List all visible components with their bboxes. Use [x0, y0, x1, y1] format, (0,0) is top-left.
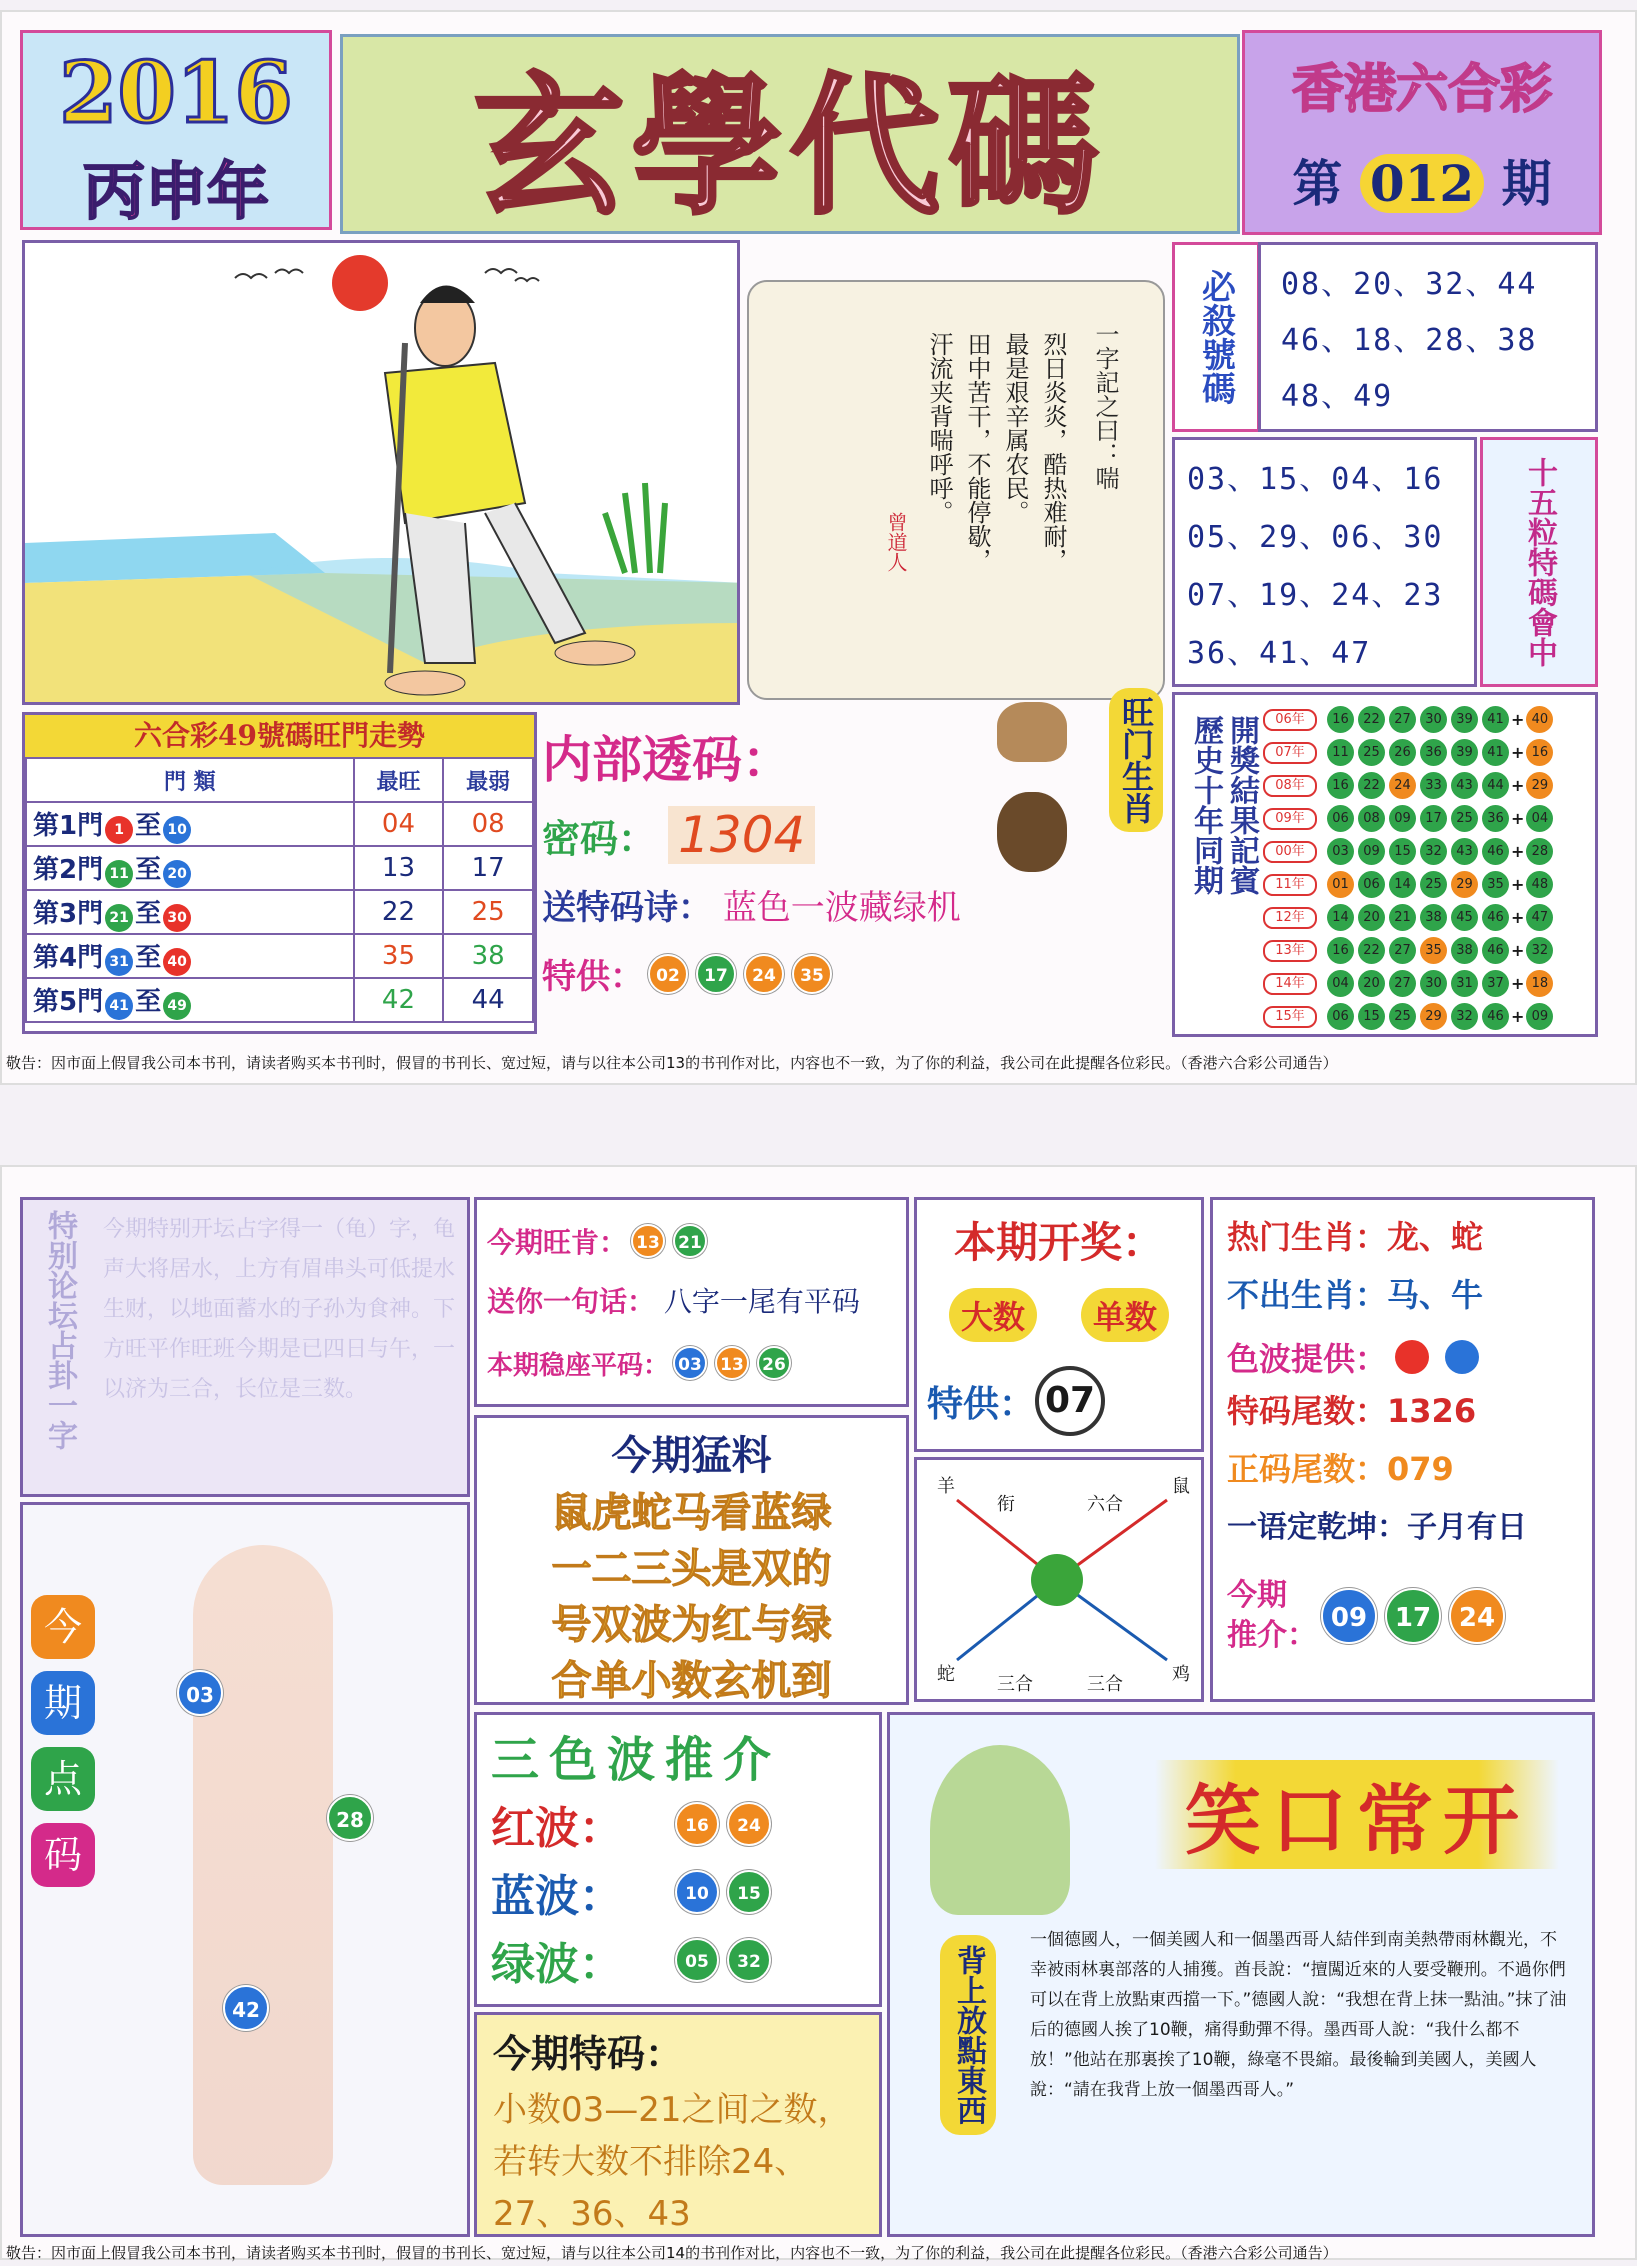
history-ball: 30 — [1420, 970, 1447, 997]
history-ball: 45 — [1451, 904, 1478, 931]
sha-numbers-box — [1258, 242, 1598, 432]
issue-line — [1245, 144, 1599, 216]
history-row: 06年 16 22 27 30 39 41 + 40 — [1263, 703, 1555, 736]
history-year: 14年 — [1263, 973, 1317, 995]
issue-prefix: 第 — [1292, 154, 1343, 213]
history-special-ball: 28 — [1526, 838, 1553, 865]
right-info-box — [1210, 1197, 1595, 1702]
wang-label: 今期旺肯： — [487, 1226, 628, 1259]
history-ball: 33 — [1420, 772, 1447, 799]
history-box — [1172, 692, 1598, 1037]
gate-from-ball: 31 — [105, 948, 133, 976]
history-ball: 46 — [1482, 1003, 1509, 1030]
gate-label — [26, 978, 354, 1022]
history-special-ball: 40 — [1526, 706, 1553, 733]
history-ball: 16 — [1327, 706, 1354, 733]
poem-scroll — [747, 280, 1165, 700]
gate-label — [26, 846, 354, 890]
gate-best: 04 — [354, 802, 444, 846]
color-label: 色波提供： — [1227, 1340, 1388, 1378]
history-year: 06年 — [1263, 709, 1317, 731]
joke-mascot-icon — [930, 1745, 1070, 1915]
history-ball: 25 — [1451, 805, 1478, 832]
recommend-line — [1227, 1576, 1578, 1656]
poem-line-2: 最是艰辛属农民。 — [1001, 332, 1029, 524]
history-ball: 15 — [1358, 1003, 1385, 1030]
joke-side: 背上放點東西 — [940, 1935, 996, 2135]
gate-from-ball: 21 — [105, 904, 133, 932]
three-title: 三色波推介 — [491, 1732, 782, 1788]
fifteen-label-box — [1480, 437, 1598, 687]
pingma-line — [487, 1334, 896, 1392]
history-ball: 38 — [1420, 904, 1447, 931]
history-row: 00年 03 09 15 32 43 46 + 28 — [1263, 835, 1555, 868]
tema-box — [474, 2012, 882, 2237]
gate-to-ball: 30 — [163, 904, 191, 932]
gate-to-word: 至 — [135, 942, 162, 973]
tema-title: 今期特码： — [493, 2031, 684, 2076]
history-special-ball: 18 — [1526, 970, 1553, 997]
diagram-label: 六合 — [1087, 1494, 1123, 1515]
bottom-notice: 敬告：因市面上假冒我公司本书刊，请读者购买本书刊时，假冒的书刊长、宽过短，请与以往本公司14的书刊作对比，内容也不一致，为了你的利益，我公司在此提醒各位彩民。（香港六合彩公司通告） — [6, 2244, 1338, 2262]
history-special-ball: 04 — [1526, 805, 1553, 832]
dian-char: 点 — [31, 1747, 95, 1811]
hot-label: 热门生肖： — [1227, 1218, 1388, 1256]
history-ball: 25 — [1358, 739, 1385, 766]
sha-label-box — [1172, 242, 1260, 432]
zodiac-diagram-svg — [917, 1460, 1201, 1699]
history-ball: 17 — [1420, 805, 1447, 832]
recommend-ball: 17 — [1385, 1588, 1441, 1644]
recommend-ball: 24 — [1449, 1588, 1505, 1644]
history-ball: 09 — [1389, 805, 1416, 832]
gate-name: 第4門 — [33, 942, 104, 973]
history-ball: 25 — [1420, 871, 1447, 898]
top-page — [0, 10, 1637, 1085]
history-year: 15年 — [1263, 1006, 1317, 1028]
gate-label — [26, 890, 354, 934]
wang-ball: 21 — [673, 1224, 707, 1258]
gates-header-row — [26, 758, 533, 802]
history-ball: 31 — [1451, 970, 1478, 997]
bottom-page — [0, 1165, 1637, 2260]
hot-value: 龙、蛇 — [1387, 1218, 1484, 1256]
history-ball: 11 — [1327, 739, 1354, 766]
zheng-label: 正码尾数： — [1227, 1450, 1388, 1488]
gate-to-word: 至 — [135, 854, 162, 885]
gates-title: 六合彩49號碼旺門走勢 — [25, 715, 534, 757]
year-cn-text: 丙申年 — [82, 155, 269, 228]
meng-line-3: 号双波为红与绿 — [551, 1601, 832, 1648]
history-ball: 01 — [1327, 871, 1354, 898]
table-row — [26, 934, 533, 978]
table-row — [26, 802, 533, 846]
gate-to-ball: 49 — [163, 992, 191, 1020]
goat-icon — [997, 702, 1067, 762]
recommend-label-2: 推介： — [1227, 1618, 1317, 1653]
green-wave-ball: 32 — [727, 1938, 771, 1982]
fifteen-line-2: 05、29、06、30 — [1187, 520, 1444, 555]
sha-line-3: 48、49 — [1281, 379, 1394, 414]
history-row: 13年 16 22 27 35 38 46 + 32 — [1263, 934, 1555, 967]
farmer-illustration — [22, 240, 740, 705]
history-ball: 24 — [1389, 772, 1416, 799]
history-year: 09年 — [1263, 808, 1317, 830]
history-ball: 22 — [1358, 937, 1385, 964]
zheng-line — [1227, 1444, 1578, 1502]
gate-from-ball: 1 — [105, 816, 133, 844]
saying-box — [474, 1197, 909, 1407]
fifteen-line-3: 07、19、24、23 — [1187, 578, 1444, 613]
history-year: 07年 — [1263, 742, 1317, 764]
year-text: 2016 — [59, 43, 293, 142]
recommend-ball: 09 — [1321, 1588, 1377, 1644]
brand-box — [1242, 30, 1602, 235]
special-line — [542, 949, 972, 998]
history-special-ball: 16 — [1526, 739, 1553, 766]
history-ball: 20 — [1358, 970, 1385, 997]
red-wave-ball: 24 — [727, 1802, 771, 1846]
hot-line — [1227, 1212, 1578, 1270]
history-ball: 27 — [1389, 937, 1416, 964]
gate-to-word: 至 — [135, 986, 162, 1017]
history-ball: 38 — [1451, 937, 1478, 964]
dian-char: 期 — [31, 1671, 95, 1735]
history-ball: 14 — [1389, 871, 1416, 898]
pingma-ball: 03 — [673, 1346, 707, 1380]
poem2-value: 蓝色一波藏绿机 — [722, 888, 961, 928]
diagram-label: 鸡 — [1172, 1664, 1190, 1685]
blue-wave-ball: 10 — [675, 1870, 719, 1914]
history-ball: 41 — [1482, 739, 1509, 766]
tail-line — [1227, 1386, 1578, 1444]
gate-worst: 38 — [443, 934, 533, 978]
top-notice: 敬告：因市面上假冒我公司本书刊，请读者购买本书刊时，假冒的书刊长、宽过短，请与以往本公司13的书刊作对比，内容也不一致，为了你的利益，我公司在此提醒各位彩民。（香港六合彩公司通告） — [6, 1054, 1338, 1072]
history-special-ball: 29 — [1526, 772, 1553, 799]
history-ball: 46 — [1482, 838, 1509, 865]
fifteen-line-4: 36、41、47 — [1187, 636, 1372, 671]
history-ball: 46 — [1482, 904, 1509, 931]
history-ball: 35 — [1420, 937, 1447, 964]
pingma-ball: 26 — [757, 1346, 791, 1380]
gate-to-ball: 40 — [163, 948, 191, 976]
history-ball: 32 — [1451, 1003, 1478, 1030]
history-year: 08年 — [1263, 775, 1317, 797]
model-ball: 28 — [327, 1795, 373, 1841]
gate-name: 第2門 — [33, 854, 104, 885]
gate-label — [26, 934, 354, 978]
draw-title: 本期开奖： — [953, 1218, 1164, 1267]
sha-label: 必殺號碼 — [1195, 269, 1236, 405]
draw-special-line — [927, 1366, 1191, 1436]
gate-to-word: 至 — [135, 810, 162, 841]
farmer-drawing — [25, 243, 740, 705]
tail-value: 1326 — [1387, 1392, 1477, 1430]
cold-value: 马、牛 — [1387, 1276, 1484, 1314]
green-wave-ball: 05 — [675, 1938, 719, 1982]
history-ball: 35 — [1482, 871, 1509, 898]
history-row: 11年 01 06 14 25 29 35 + 48 — [1263, 868, 1555, 901]
oneword-line — [1227, 1502, 1578, 1566]
history-ball: 20 — [1358, 904, 1385, 931]
diagram-label: 三合 — [1087, 1674, 1123, 1695]
special-forum-text: 今期特别开坛占字得一（龟）字，龟声大将居水，上方有眉串头可低提水生财，以地面蓄水的子孙为食神。下方旺平作旺班今期是已四日与午，一以济为三合，长位是三数。 — [103, 1217, 456, 1402]
cold-label: 不出生肖： — [1227, 1276, 1388, 1314]
history-special-ball: 32 — [1526, 937, 1553, 964]
wang-ball: 13 — [631, 1224, 665, 1258]
meng-line-4: 合单小数玄机到 — [551, 1657, 832, 1704]
diagram-label: 三合 — [997, 1674, 1033, 1695]
history-ball: 29 — [1451, 871, 1478, 898]
history-ball: 16 — [1327, 937, 1354, 964]
draw-special-label: 特供： — [927, 1383, 1036, 1425]
tema-text: 小数03—21之间之数，若转大数不排除24、27、36、43 — [493, 2090, 852, 2234]
draw-tag: 单数 — [1081, 1288, 1169, 1342]
monkey-icon — [997, 792, 1067, 872]
history-row: 09年 06 08 09 17 25 36 + 04 — [1263, 802, 1555, 835]
history-ball: 22 — [1358, 772, 1385, 799]
gate-from-ball: 11 — [105, 860, 133, 888]
zheng-value: 079 — [1387, 1450, 1454, 1488]
poem2-line — [542, 880, 972, 929]
oneword-label: 一语定乾坤： — [1227, 1510, 1407, 1545]
gate-label — [26, 802, 354, 846]
pingma-label: 本期稳座平码： — [487, 1350, 670, 1381]
gate-to-ball: 10 — [163, 816, 191, 844]
diagram-label: 蛇 — [937, 1664, 955, 1685]
history-special-ball: 47 — [1526, 904, 1553, 931]
history-ball: 27 — [1389, 970, 1416, 997]
model-figure — [193, 1545, 333, 2185]
poem-line-3: 田中苦干，不能停歇， — [963, 332, 991, 572]
code-label: 密码： — [542, 817, 657, 861]
history-ball: 06 — [1327, 1003, 1354, 1030]
wang-zodiac-box — [977, 682, 1167, 912]
history-ball: 29 — [1420, 1003, 1447, 1030]
history-ball: 43 — [1451, 838, 1478, 865]
joke-text: 一個德國人，一個美國人和一個墨西哥人結伴到南美熱帶雨林觀光，不幸被雨林裏部落的人捕獲。酋長說：“擅闖近來的人要受鞭刑。不過你們可以在背上放點東西擋一下。”德國人說：“我想在背上抹一點油。”抹了油后的德國人挨了10鞭，痛得動彈不得。墨西哥人說：“我什么都不放！”他站在那裏挨了10鞭，綠毫不畏縮。最後輪到美國人，美國人說：“請在我背上放一個墨西哥人。” — [1030, 1930, 1567, 2100]
blue-dot-icon — [1445, 1340, 1479, 1374]
model-ball: 42 — [223, 1985, 269, 2031]
special-ball: 35 — [792, 954, 832, 994]
gates-header-type: 門 類 — [26, 758, 354, 802]
cold-line — [1227, 1270, 1578, 1328]
history-year: 12年 — [1263, 907, 1317, 929]
special-ball: 17 — [696, 954, 736, 994]
history-special-ball: 48 — [1526, 871, 1553, 898]
history-row: 14年 04 20 27 30 31 37 + 18 — [1263, 967, 1555, 1000]
history-ball: 06 — [1358, 871, 1385, 898]
gate-name: 第3門 — [33, 898, 104, 929]
year-badge — [20, 30, 332, 230]
meng-title: 今期猛料 — [611, 1432, 772, 1479]
fifteen-line-1: 03、15、04、16 — [1187, 462, 1444, 497]
model-ball: 03 — [177, 1670, 223, 1716]
history-row: 15年 06 15 25 29 32 46 + 09 — [1263, 1000, 1555, 1033]
draw-tags — [927, 1288, 1191, 1342]
oneword-value: 子月有日 — [1407, 1510, 1527, 1545]
recommend-label-1: 今期 — [1227, 1578, 1287, 1613]
diagram-label: 衔 — [997, 1494, 1015, 1515]
history-row: 07年 11 25 26 36 39 41 + 16 — [1263, 736, 1555, 769]
green-wave-line — [491, 1926, 865, 1994]
gates-header-worst: 最弱 — [443, 758, 533, 802]
history-ball: 25 — [1389, 1003, 1416, 1030]
draw-box — [914, 1197, 1204, 1452]
poem2-label: 送特码诗： — [542, 888, 712, 928]
history-ball: 32 — [1420, 838, 1447, 865]
history-ball: 03 — [1327, 838, 1354, 865]
saying-value: 八字一尾有平码 — [663, 1285, 860, 1318]
inside-code-box — [542, 712, 972, 1034]
history-ball: 43 — [1451, 772, 1478, 799]
draw-tag: 大数 — [949, 1288, 1037, 1342]
wang-label: 旺门生肖 — [1109, 688, 1163, 832]
gate-best: 35 — [354, 934, 444, 978]
meng-box — [474, 1415, 909, 1705]
gate-name: 第5門 — [33, 986, 104, 1017]
poem-heading: 一字記之曰：喘 — [1091, 322, 1119, 490]
special-ball: 24 — [744, 954, 784, 994]
history-ball: 26 — [1389, 739, 1416, 766]
special-label: 特供： — [542, 957, 644, 997]
poem-stamp: 曾道人 — [884, 512, 908, 572]
gate-best: 13 — [354, 846, 444, 890]
brand-name: 香港六合彩 — [1291, 59, 1552, 120]
issue-suffix: 期 — [1501, 154, 1552, 213]
blue-wave-ball: 15 — [727, 1870, 771, 1914]
inside-title: 内部透码： — [542, 730, 792, 789]
joke-box — [887, 1712, 1595, 2237]
draw-special-ball: 07 — [1035, 1366, 1105, 1436]
gate-to-ball: 20 — [163, 860, 191, 888]
history-ball: 06 — [1327, 805, 1354, 832]
issue-number: 012 — [1360, 154, 1484, 213]
history-ball: 04 — [1327, 970, 1354, 997]
blue-wave-label: 蓝波： — [491, 1871, 623, 1922]
code-value: 1304 — [668, 806, 815, 864]
gate-worst: 44 — [443, 978, 533, 1022]
history-label: 歷史十年同期 — [1188, 715, 1223, 895]
saying-line — [487, 1270, 896, 1334]
history-ball: 16 — [1327, 772, 1354, 799]
joke-title: 笑口常开 — [1155, 1760, 1559, 1869]
gate-to-word: 至 — [135, 898, 162, 929]
history-year: 11年 — [1263, 874, 1317, 896]
gates-header-best: 最旺 — [354, 758, 444, 802]
dian-char: 今 — [31, 1595, 95, 1659]
dian-char: 码 — [31, 1823, 95, 1887]
history-ball: 39 — [1451, 706, 1478, 733]
gate-worst: 08 — [443, 802, 533, 846]
saying-label: 送你一句话： — [487, 1285, 656, 1318]
sha-line-2: 46、18、28、38 — [1281, 323, 1538, 358]
gate-from-ball: 41 — [105, 992, 133, 1020]
special-forum-box — [20, 1197, 470, 1497]
history-rows — [1263, 703, 1555, 1033]
wang-line — [487, 1212, 896, 1270]
gate-best: 42 — [354, 978, 444, 1022]
green-wave-label: 绿波： — [491, 1939, 623, 1990]
history-special-ball: 09 — [1526, 1003, 1553, 1030]
history-ball: 09 — [1358, 838, 1385, 865]
history-year: 00年 — [1263, 841, 1317, 863]
history-ball: 22 — [1358, 706, 1385, 733]
fifteen-numbers-box — [1172, 437, 1477, 687]
gate-best: 22 — [354, 890, 444, 934]
table-row — [26, 890, 533, 934]
dian-label — [31, 1595, 95, 1887]
diagram-label: 羊 — [937, 1476, 955, 1497]
history-ball: 27 — [1389, 706, 1416, 733]
gates-box — [22, 712, 537, 1034]
history-ball: 08 — [1358, 805, 1385, 832]
blue-wave-line — [491, 1858, 865, 1926]
gate-name: 第1門 — [33, 810, 104, 841]
meng-line-2: 一二三头是双的 — [551, 1545, 832, 1592]
history-ball: 21 — [1389, 904, 1416, 931]
table-row — [26, 978, 533, 1022]
main-title-banner — [340, 34, 1240, 234]
history-ball: 37 — [1482, 970, 1509, 997]
special-ball: 02 — [648, 954, 688, 994]
history-ball: 41 — [1482, 706, 1509, 733]
history-row: 08年 16 22 24 33 43 44 + 29 — [1263, 769, 1555, 802]
tail-label: 特码尾数： — [1227, 1392, 1388, 1430]
meng-line-1: 鼠虎蛇马看蓝绿 — [551, 1489, 832, 1536]
gates-table — [25, 757, 534, 1023]
fifteen-label: 十五粒特碼會中 — [1522, 457, 1557, 667]
model-photo-box — [20, 1502, 470, 2237]
history-ball: 39 — [1451, 739, 1478, 766]
zodiac-diagram — [914, 1457, 1204, 1702]
gate-worst: 25 — [443, 890, 533, 934]
red-dot-icon — [1395, 1340, 1429, 1374]
history-ball: 36 — [1482, 805, 1509, 832]
history-ball: 15 — [1389, 838, 1416, 865]
red-wave-ball: 16 — [675, 1802, 719, 1846]
history-ball: 30 — [1420, 706, 1447, 733]
poem-line-1: 烈日炎炎，酷热难耐， — [1039, 332, 1067, 572]
recommend-label — [1227, 1576, 1317, 1656]
three-color-box — [474, 1712, 882, 2007]
history-ball: 36 — [1420, 739, 1447, 766]
red-wave-line — [491, 1790, 865, 1858]
code-line — [542, 806, 972, 864]
pingma-ball: 13 — [715, 1346, 749, 1380]
color-line — [1227, 1328, 1578, 1386]
history-ball: 44 — [1482, 772, 1509, 799]
table-row — [26, 846, 533, 890]
main-title: 玄學代碼 — [473, 59, 1106, 235]
red-wave-label: 红波： — [491, 1803, 623, 1854]
gate-worst: 17 — [443, 846, 533, 890]
history-label-2: 開獎結果記賓 — [1224, 715, 1259, 895]
history-ball: 14 — [1327, 904, 1354, 931]
history-year: 13年 — [1263, 940, 1317, 962]
sha-line-1: 08、20、32、44 — [1281, 267, 1538, 302]
poem-line-4: 汗流夹背喘呼呼。 — [925, 332, 953, 524]
special-forum-label: 特别论坛占卦一字 — [42, 1210, 77, 1450]
history-ball: 46 — [1482, 937, 1509, 964]
diagram-label: 鼠 — [1172, 1476, 1190, 1497]
history-row: 12年 14 20 21 38 45 46 + 47 — [1263, 901, 1555, 934]
